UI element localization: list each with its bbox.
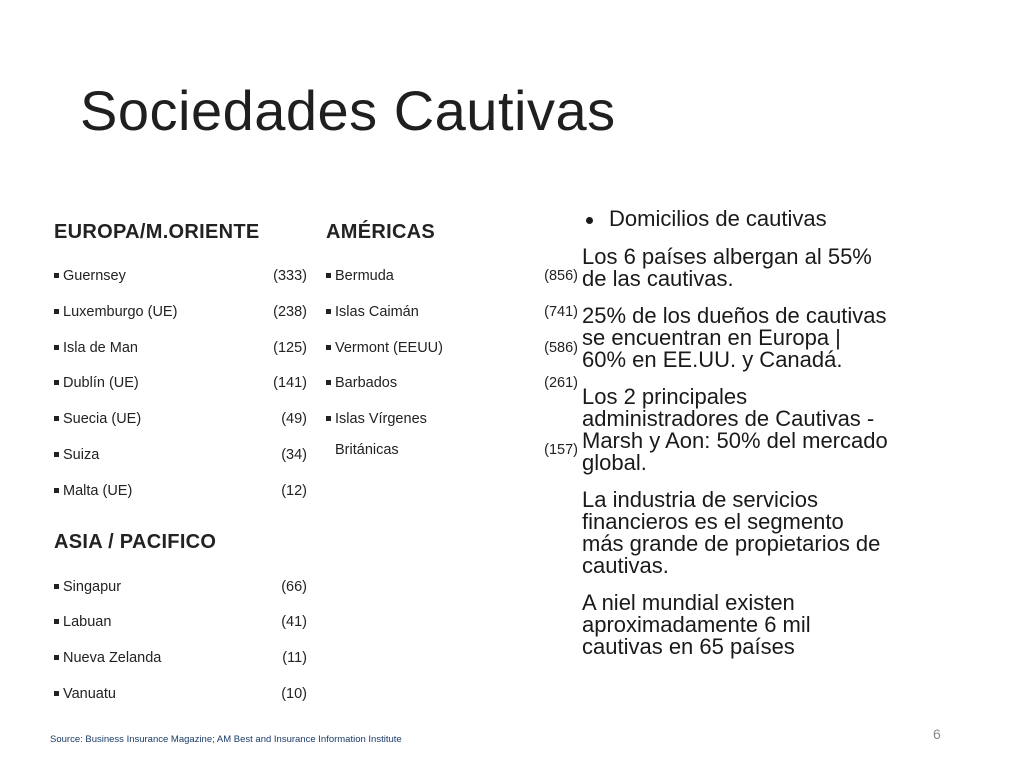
bullet-icon xyxy=(54,691,59,696)
captive-count: (41) xyxy=(281,614,307,630)
captive-count: (66) xyxy=(281,579,307,595)
captive-count: (12) xyxy=(281,483,307,499)
country-name: Nueva Zelanda xyxy=(63,650,162,666)
captive-count: (10) xyxy=(281,686,307,702)
right-panel xyxy=(582,206,952,658)
country-name: Isla de Man xyxy=(63,340,138,356)
bullet-icon xyxy=(54,584,59,589)
captive-count: (333) xyxy=(273,268,307,284)
captive-count: (856) xyxy=(544,268,578,284)
country-name: Barbados xyxy=(335,375,398,391)
paragraph-line: administradores de Cautivas - xyxy=(582,406,875,431)
slide-title: Sociedades Cautivas xyxy=(80,79,616,142)
captive-count: (238) xyxy=(273,304,307,320)
captive-count: (586) xyxy=(544,340,578,356)
paragraph xyxy=(582,305,952,371)
country-name: Singapur xyxy=(63,579,122,595)
bullet-icon xyxy=(54,655,59,660)
captive-count: (157) xyxy=(544,442,578,458)
country-name: Islas Vírgenes xyxy=(335,411,427,427)
page-number: 6 xyxy=(933,726,941,742)
americas-heading: AMÉRICAS xyxy=(326,221,436,243)
captive-count: (11) xyxy=(282,650,307,666)
captive-count: (49) xyxy=(281,411,307,427)
country-name: Vermont (EEUU) xyxy=(335,340,443,356)
bullet-icon xyxy=(326,380,331,385)
bullet-icon xyxy=(54,416,59,421)
bullet-icon xyxy=(54,619,59,624)
country-name: Malta (UE) xyxy=(63,483,133,499)
country-name: Labuan xyxy=(63,614,112,630)
paragraph-line: Los 6 países albergan al 55% xyxy=(582,244,872,269)
paragraph-line: financieros es el segmento xyxy=(582,509,844,534)
bullet-icon xyxy=(586,217,593,224)
paragraph-line: La industria de servicios xyxy=(582,487,819,512)
paragraph-line: aproximadamente 6 mil xyxy=(582,612,811,637)
paragraph-line: Los 2 principales xyxy=(582,384,748,409)
captive-count: (125) xyxy=(273,340,307,356)
source-note: Source: Business Insurance Magazine; AM Best and Insurance Information Institute xyxy=(50,734,402,745)
paragraph-line: Marsh y Aon: 50% del mercado xyxy=(582,428,888,453)
captive-count: (34) xyxy=(281,447,307,463)
bullet-text: Domicilios de cautivas xyxy=(609,206,827,231)
paragraph-line: 60% en EE.UU. y Canadá. xyxy=(582,347,843,372)
country-name: Dublín (UE) xyxy=(63,375,139,391)
country-name: Suecia (UE) xyxy=(63,411,142,427)
paragraph-line: A niel mundial existen xyxy=(582,590,795,615)
country-name: Británicas xyxy=(335,442,399,458)
country-name: Luxemburgo (UE) xyxy=(63,304,178,320)
paragraph xyxy=(582,386,952,474)
asia-heading: ASIA / PACIFICO xyxy=(54,531,217,553)
bullet-icon xyxy=(326,345,331,350)
bullet-icon xyxy=(54,345,59,350)
bullet-icon xyxy=(326,416,331,421)
bullet-icon xyxy=(326,309,331,314)
paragraph xyxy=(582,489,952,577)
paragraph-line: de las cautivas. xyxy=(582,266,734,291)
paragraph-line: cautivas en 65 países xyxy=(582,634,795,659)
paragraph xyxy=(582,246,952,290)
paragraph-line: cautivas. xyxy=(582,553,669,578)
bullet-icon xyxy=(326,273,331,278)
bullet-icon xyxy=(54,309,59,314)
captive-count: (261) xyxy=(544,375,578,391)
paragraph-line: global. xyxy=(582,450,647,475)
paragraph-line: 25% de los dueños de cautivas xyxy=(582,303,887,328)
bullet-icon xyxy=(54,452,59,457)
country-name: Suiza xyxy=(63,447,100,463)
country-name: Guernsey xyxy=(63,268,126,284)
captive-count: (741) xyxy=(544,304,578,320)
country-name: Vanuatu xyxy=(63,686,116,702)
country-name: Bermuda xyxy=(335,268,394,284)
bullet-row xyxy=(582,206,952,234)
bullet-icon xyxy=(54,488,59,493)
europa-heading: EUROPA/M.ORIENTE xyxy=(54,221,260,243)
bullet-icon xyxy=(54,273,59,278)
paragraph xyxy=(582,592,952,658)
paragraph-line: se encuentran en Europa | xyxy=(582,325,841,350)
paragraph-line: más grande de propietarios de xyxy=(582,531,881,556)
bullet-icon xyxy=(54,380,59,385)
captive-count: (141) xyxy=(273,375,307,391)
country-name: Islas Caimán xyxy=(335,304,419,320)
